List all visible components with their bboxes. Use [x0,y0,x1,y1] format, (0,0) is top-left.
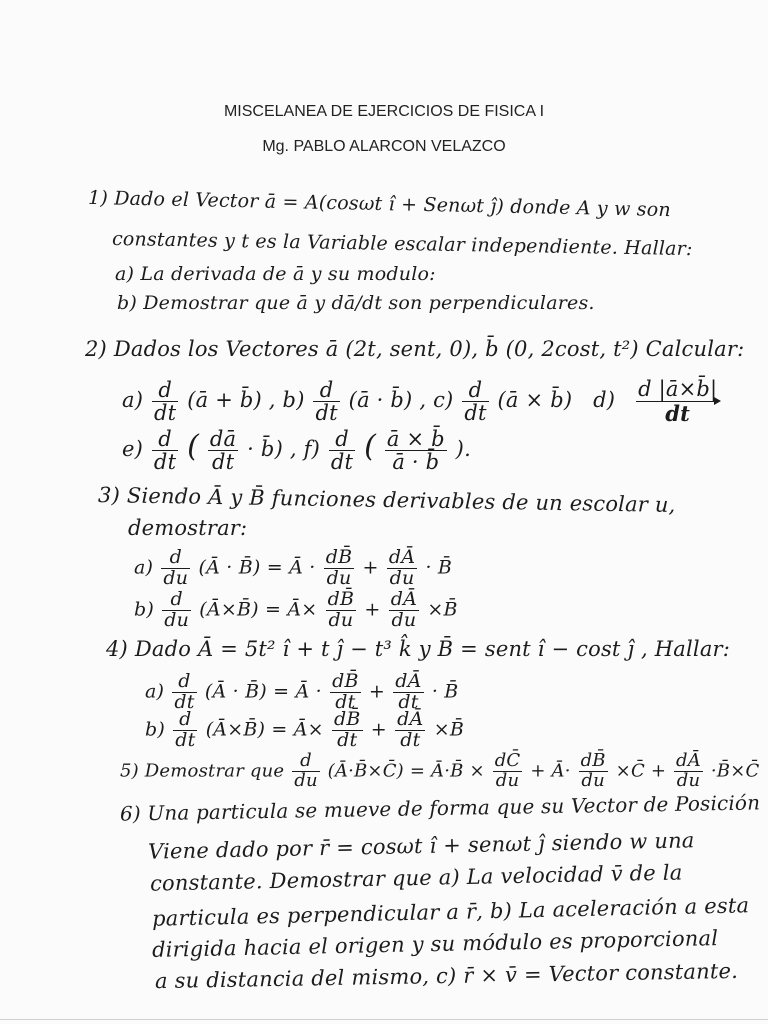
part-f-label: f) [303,437,320,462]
problem-2-row-2: e) $\frac{d}{dt}$ ( $\frac{dā}{dt}$ · b̄) , f) $\frac{d}{dt}$ ( $\frac{ā \times b̄}{ā \cdot b̄}$ ). [122,427,471,475]
problem-3-part-b: b) $\frac{d}{du}$ (Ā×B̄) = Ā× $\frac{dB̄}{du}$ + $\frac{dĀ}{du}$ ×B̄ [134,588,458,631]
problem-4-part-b: b) $\frac{d}{dt}$ (Ā×B̄) = Ā× $\frac{dB̄}{dt}$ + $\frac{dĀ}{dt}$ ×B̄ [145,708,465,751]
derivative-operator: $\frac{d}{dt}$ [154,378,177,426]
problem-2-line-1: 2) Dados los Vectores ā (2t, sent, 0), b̄ (0, 2cost, t²) Calcular: [85,337,745,361]
problem-6-line-2: Viene dado por r̄ = cosωt î + senωt ĵ siendo w una [147,828,695,864]
problem-6-line-6: a su distancia del mismo, c) r̄ × v̄ = Vector constante. [154,958,739,994]
problem-1-line-4: b) Demostrar que ā y dā/dt son perpendiculares. [117,292,595,314]
derivative-operator: $\frac{d}{dt}$ [330,427,354,475]
problem-3-part-a: a) $\frac{d}{du}$ (Ā · B̄) = Ā · $\frac{dB̄}{du}$ + $\frac{dĀ}{du}$ · B̄ [134,546,453,589]
inner-derivative: $\frac{dā}{dt}$ [209,427,237,475]
part-d-label: d) [593,388,616,413]
part-b-label: b) [282,388,305,413]
problem-5: 5) Demostrar que $\frac{d}{du}$ (Ā·B̄×C̄) = Ā·B̄ × $\frac{dC̄}{du}$ + Ā· $\frac{dB̄}{du}$ ×C̄ + $\frac{dĀ}{du}$ ·B̄×C̄ [120,750,760,791]
document-author: Mg. PABLO ALARCON VELAZCO [262,138,506,155]
part-b-expression: (ā · b̄) , [348,388,427,413]
part-c-expression: (ā × b̄) [497,388,573,413]
part-a-expression: (ā + b̄) , [187,388,276,413]
page-edge [0,1019,768,1020]
problem-3-line-1: 3) Siendo Ā y B̄ funciones derivables de un escolar u, [97,482,676,518]
part-a-label: a) [122,388,144,413]
problem-6-line-1: 6) Una particula se mueve de forma que su Vector de Posición [119,791,761,826]
problem-4-line-1: 4) Dado Ā = 5t² î + t ĵ − t³ k̂ y B̄ = sent î − cost ĵ , Hallar: [106,637,731,661]
problem-6-line-3: constante. Demostrar que a) La velocidad v̄ de la [149,860,683,896]
part-e-expression: · b̄) , [247,437,297,462]
problem-4-part-a: a) $\frac{d}{dt}$ (Ā · B̄) = Ā · $\frac{dB̄}{dt}$ + $\frac{dĀ}{dt}$ · B̄ [145,670,459,713]
part-f-fraction: $\frac{ā \times b̄}{ā \cdot b̄}$ [386,427,445,475]
problem-6-line-4: particula es perpendicular a r̄, b) La aceleración a esta [151,893,750,931]
problem-3-line-2: demostrar: [128,516,248,540]
derivative-operator: $\frac{d}{dt}$ [153,427,177,475]
part-e-label: e) [122,437,144,462]
problem-6-line-5: dirigida hacia el origen y su módulo es proporcional [151,926,719,962]
problem-1-line-1: 1) Dado el Vector ā = A(cosωt î + Senωt ĵ) donde A y w son [87,186,672,222]
problem-2-row-1 [122,378,721,425]
problem-1-line-2: constantes y t es la Variable escalar independiente. Hallar: [111,227,693,261]
derivative-operator: $\frac{d}{dt}$ [464,378,487,426]
document-title: MISCELANEA DE EJERCICIOS DE FISICA I [223,103,545,120]
derivative-operator: $\frac{d}{dt}$ [315,378,338,426]
part-c-label: c) [433,388,454,413]
part-d-expression: $\frac{d |ā\times b̄|}{dt}$ [638,377,718,427]
problem-1-line-3: a) La derivada de ā y su modulo: [115,263,436,285]
